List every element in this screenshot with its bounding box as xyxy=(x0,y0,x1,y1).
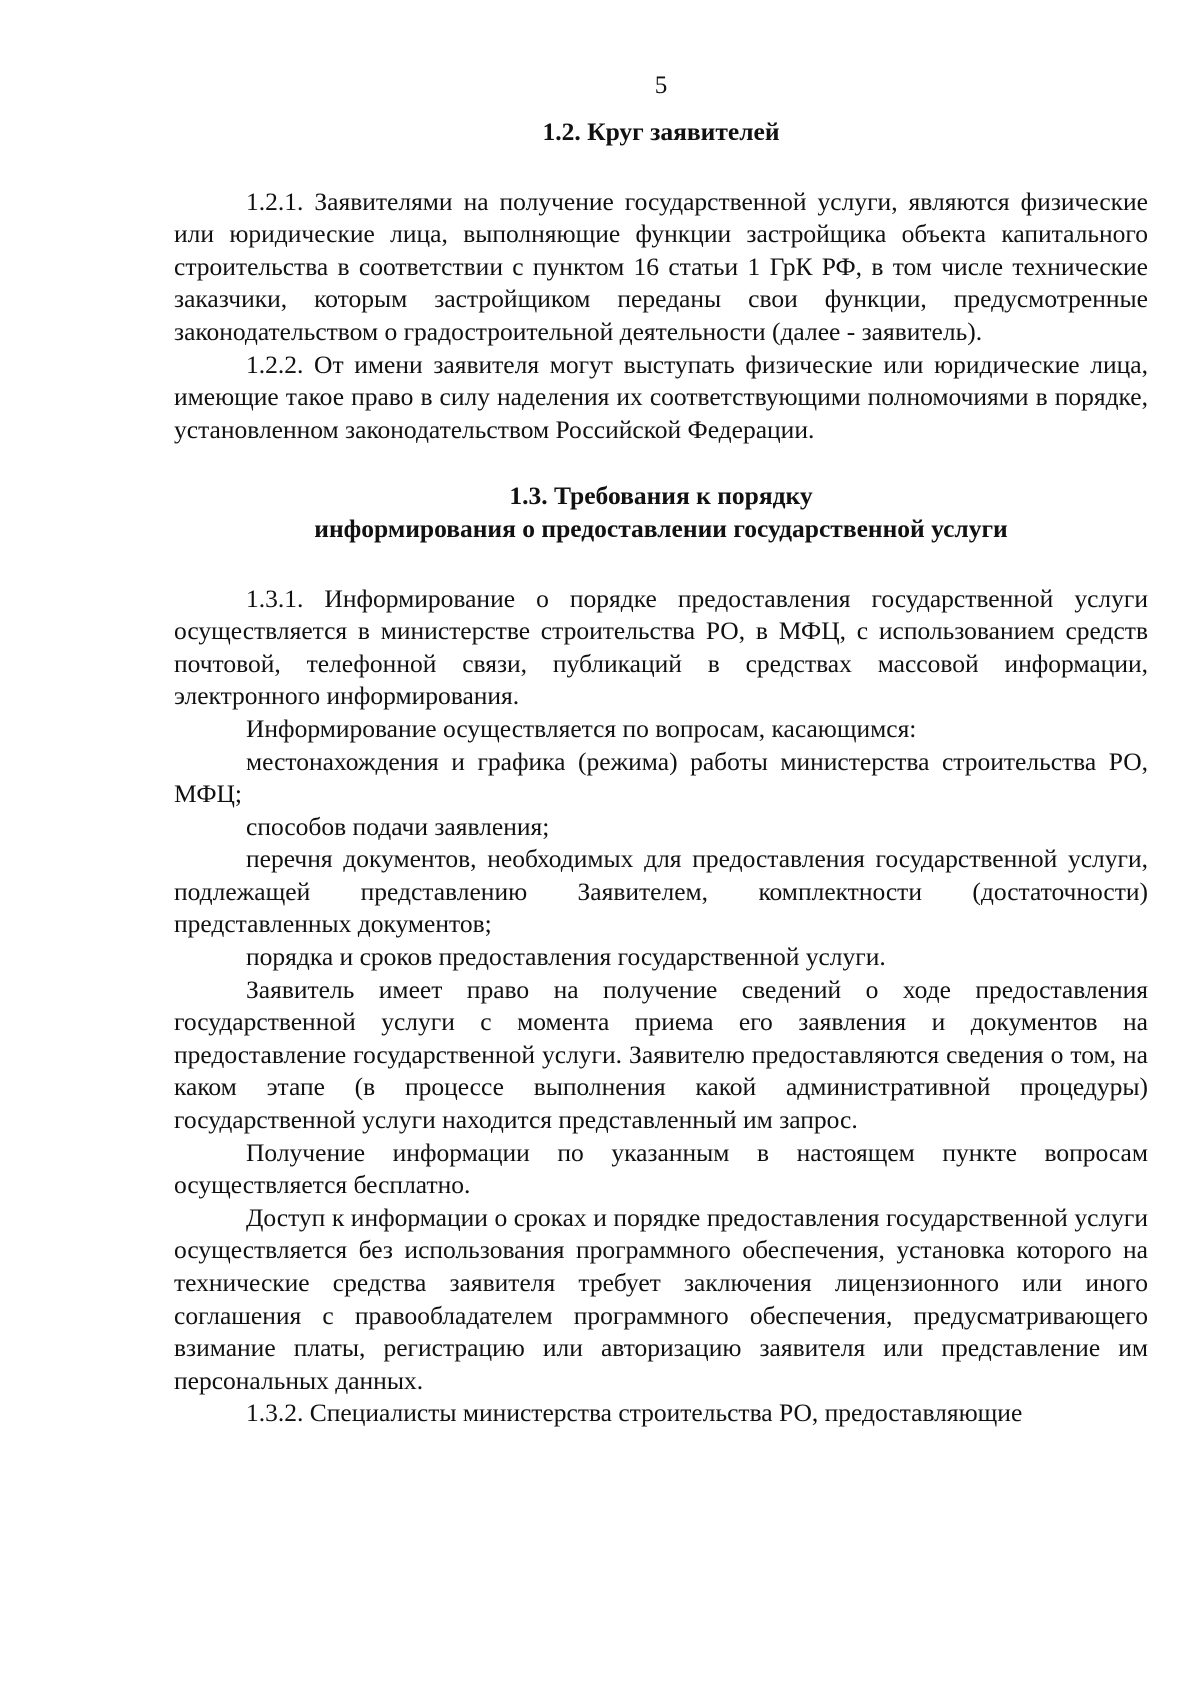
section-title-1-3-line1: 1.3. Требования к порядку xyxy=(509,481,813,511)
paragraph-progress-info: Заявитель имеет право на получение сведений о ходе предоставления государственной услуги с момента приема его заявления и документов на предоставление государственной услуги. Заявителю предоставляются сведения о том, на каком этапе (в процессе выполнения какой административной процедуры) государственной услуги находится представленный им запрос. xyxy=(174,974,1148,1135)
paragraph-topics-intro: Информирование осуществляется по вопросам, касающимся: xyxy=(246,713,917,743)
paragraph-1-3-1: 1.3.1. Информирование о порядке предоставления государственной услуги осуществляется в министерстве строительства РО, в МФЦ, с использованием средств почтовой, телефонной связи, публикаций в средствах массовой информации, электронного информирования. xyxy=(174,583,1148,711)
paragraph-access-info: Доступ к информации о сроках и порядке предоставления государственной услуги осуществляется без использования программного обеспечения, установка которого на технические средства заявителя требует заключения лицензионного или иного соглашения с правообладателем программного обеспечения, предусматривающего взимание платы, регистрацию или авторизацию заявителя или представление им персональных данных. xyxy=(174,1202,1148,1395)
paragraph-topic-terms: порядка и сроков предоставления государственной услуги. xyxy=(246,942,886,972)
paragraph-topic-submission: способов подачи заявления; xyxy=(246,811,550,841)
paragraph-topic-location: местонахождения и графика (режима) работы министерства строительства РО, МФЦ; xyxy=(174,746,1148,809)
paragraph-1-2-1: 1.2.1. Заявителями на получение государственной услуги, являются физические или юридические лица, выполняющие функции застройщика объекта капитального строительства в соответствии с пунктом 16 статьи 1 ГрК РФ, в том числе технические заказчики, которым застройщиком переданы свои функции, предусмотренные законодательством о градостроительной деятельности (далее - заявитель). xyxy=(174,186,1148,346)
paragraph-topic-documents: перечня документов, необходимых для предоставления государственной услуги, подлежащей представлению Заявителем, комплектности (достаточности) представленных документов; xyxy=(174,844,1148,939)
paragraph-1-2-2: 1.2.2. От имени заявителя могут выступать физические или юридические лица, имеющие такое право в силу наделения их соответствующими полномочиями в порядке, установленном законодательством Российской Федерации. xyxy=(174,349,1148,444)
page-number: 5 xyxy=(654,72,668,99)
document-page xyxy=(174,70,1148,1430)
paragraph-free-info: Получение информации по указанным в настоящем пункте вопросам осуществляется бесплатно. xyxy=(174,1137,1148,1200)
section-title-1-2: 1.2. Круг заявителей xyxy=(542,117,780,146)
section-title-1-3-line2: информирования о предоставлении государственной услуги xyxy=(314,513,1008,543)
paragraph-1-3-2: 1.3.2. Специалисты министерства строительства РО, предоставляющие xyxy=(246,1398,1023,1428)
